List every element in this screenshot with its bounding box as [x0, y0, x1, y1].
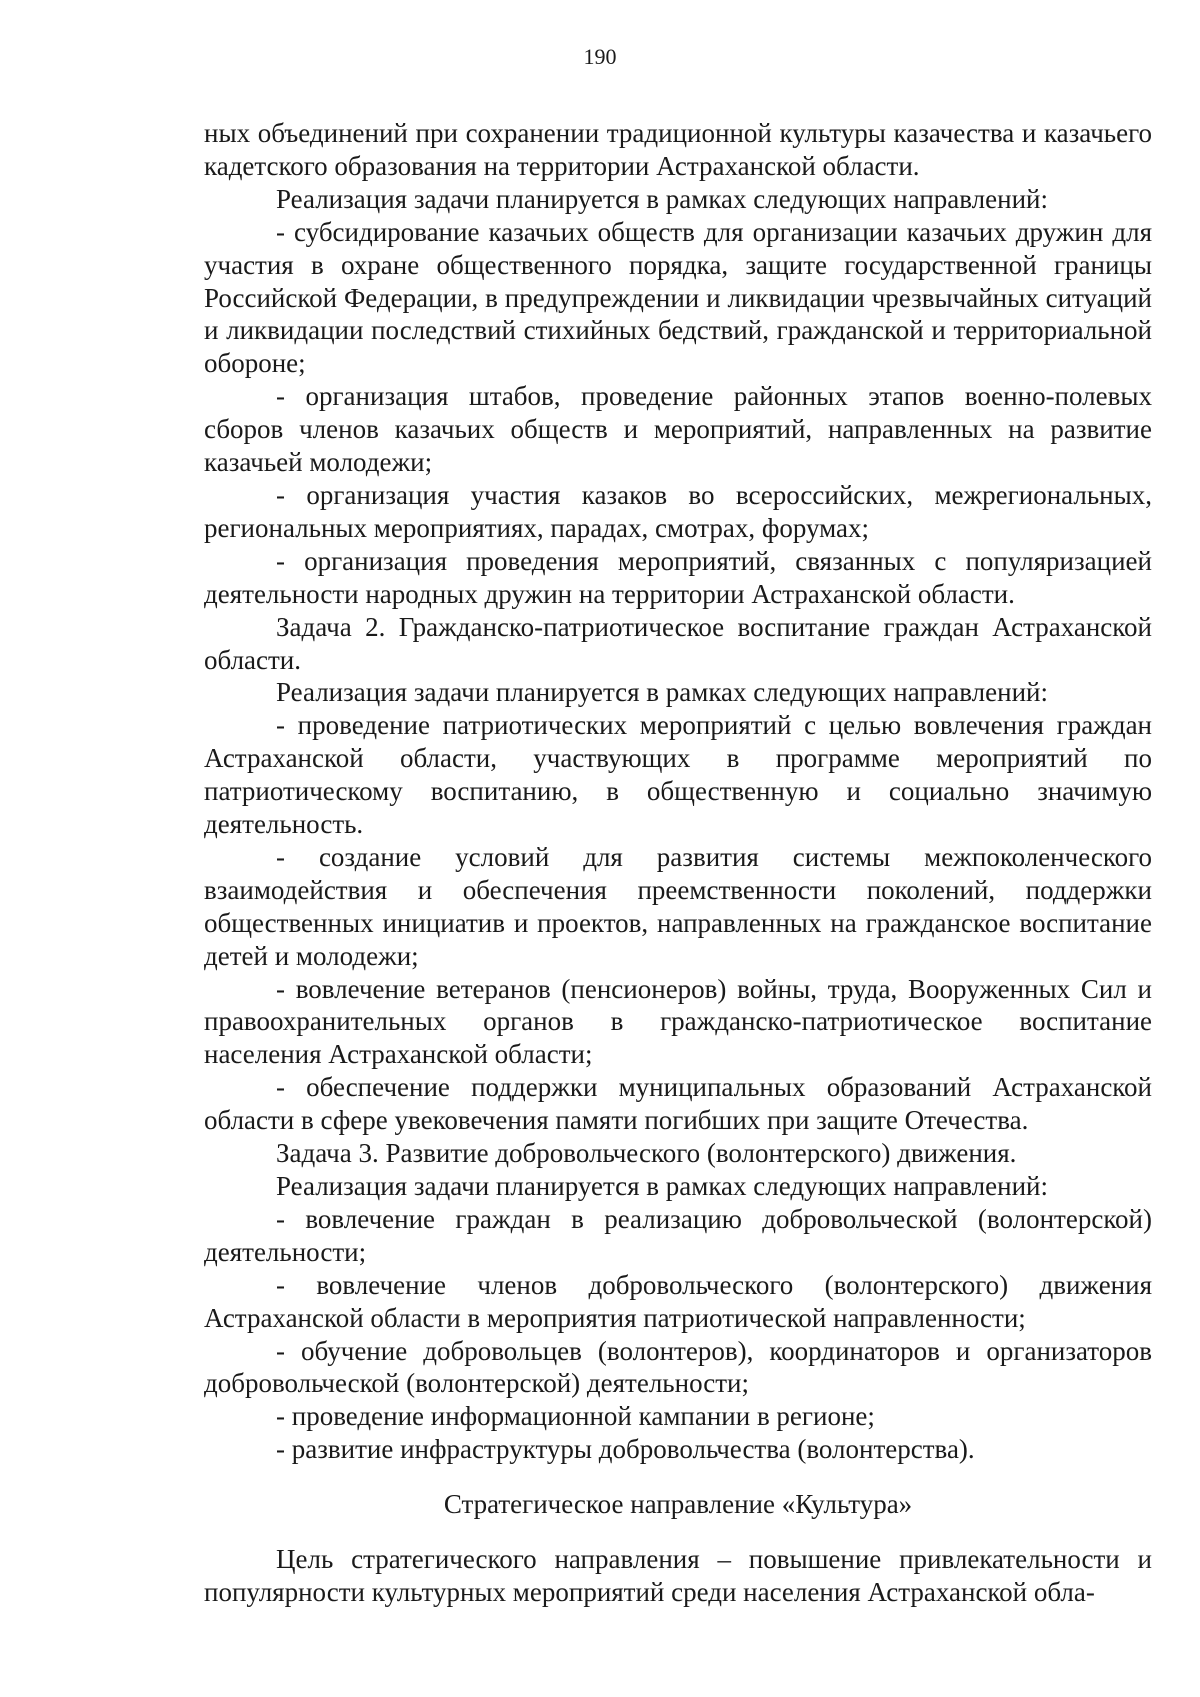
list-item: - субсидирование казачьих обществ для организации казачьих дружин для участия в охране общественного порядка, защите государственной границы Российской Федерации, в предупреждении и ликвидации чрезвычайных ситуаций и ликвидации последствий стихийных бедствий, гражданской и территориальной обороне;: [204, 216, 1152, 379]
paragraph: Реализация задачи планируется в рамках следующих направлений:: [276, 1171, 1048, 1201]
list-item: - проведение информационной кампании в регионе;: [276, 1401, 875, 1432]
list-item: - вовлечение членов добровольческого (волонтерского) движения Астраханской области в мероприятия патриотической направленности;: [204, 1269, 1152, 1333]
list-item: - организация участия казаков во всероссийских, межрегиональных, региональных мероприятиях, парадах, смотрах, форумах;: [204, 479, 1152, 543]
list-item: - вовлечение ветеранов (пенсионеров) войны, труда, Вооруженных Сил и правоохранительных органов в гражданско-патриотическое воспитание населения Астраханской области;: [204, 973, 1152, 1070]
document-body: [204, 117, 1152, 1609]
list-item: - проведение патриотических мероприятий с целью вовлечения граждан Астраханской области, участвующих в программе мероприятий по патриотическому воспитанию, в общественную и социально значимую деятельность.: [204, 710, 1152, 840]
list-item: - обучение добровольцев (волонтеров), координаторов и организаторов добровольческой (волонтерской) деятельности;: [204, 1335, 1152, 1399]
task-heading: Задача 3. Развитие добровольческого (волонтерского) движения.: [276, 1138, 1017, 1169]
paragraph-continuation: ных объединений при сохранении традиционной культуры казачества и казачьего кадетского образования на территории Астраханской области.: [204, 118, 1152, 181]
closing-paragraph: Цель стратегического направления – повышение привлекательности и популярности культурных мероприятий среди населения Астраханской обла-: [204, 1544, 1152, 1607]
list-item: - обеспечение поддержки муниципальных образований Астраханской области в сфере увековечения памяти погибших при защите Отечества.: [204, 1072, 1152, 1136]
task-heading: Задача 2. Гражданско-патриотическое воспитание граждан Астраханской области.: [204, 611, 1152, 675]
list-item: - создание условий для развития системы межпоколенческого взаимодействия и обеспечения преемственности поколений, поддержки общественных инициатив и проектов, направленных на гражданское воспитание детей и молодежи;: [204, 841, 1152, 971]
paragraph: Реализация задачи планируется в рамках следующих направлений:: [276, 183, 1048, 214]
list-item: - организация проведения мероприятий, связанных с популяризацией деятельности народных дружин на территории Астраханской области.: [204, 545, 1152, 609]
page-number: 190: [583, 44, 617, 69]
list-item: - организация штабов, проведение районных этапов военно-полевых сборов членов казачьих обществ и мероприятий, направленных на развитие казачьей молодежи;: [204, 381, 1152, 478]
list-item: - развитие инфраструктуры добровольчества (волонтерства).: [276, 1434, 975, 1465]
list-item: - вовлечение граждан в реализацию добровольческой (волонтерской) деятельности;: [204, 1203, 1152, 1267]
section-heading: Стратегическое направление «Культура»: [443, 1489, 913, 1520]
paragraph: Реализация задачи планируется в рамках следующих направлений:: [276, 677, 1048, 708]
